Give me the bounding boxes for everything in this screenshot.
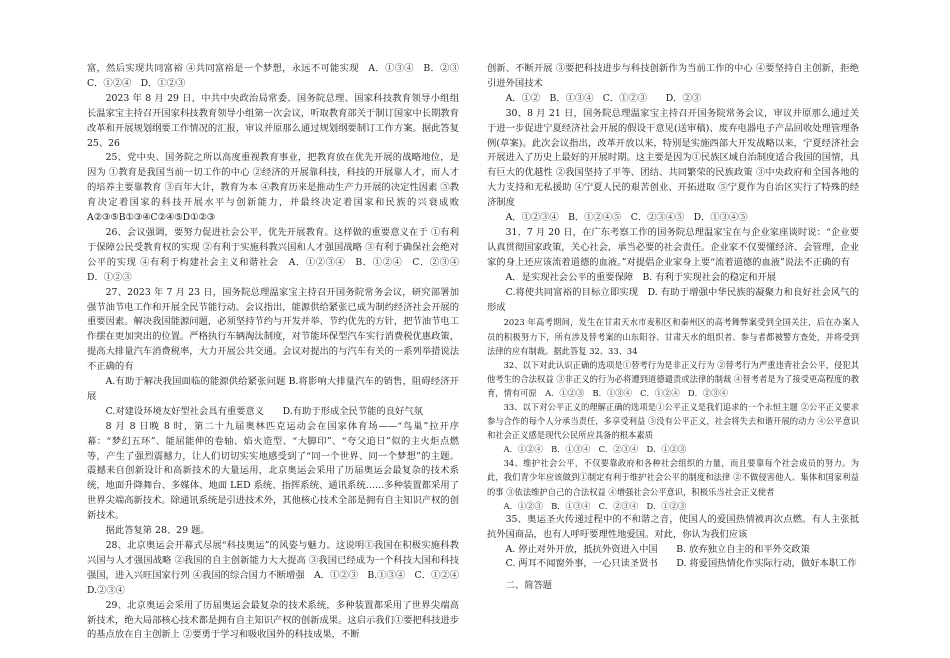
right-column	[487, 62, 859, 594]
paragraph: 30、8 月 21 日，国务院总理温家宝主持召开国务院常务会议，审议并原那么通过关于进一步促进宁夏经济社会开展的假设干意见(送审稿)、废弃电器电子产品回收处理管理条例(草案)。此次会议指出，改革开放以来，特别是实施西部大开发战略以来，宁夏经济社会开展进入了历史上最好的开展时期。这主要是因为①民族区域自治制度适合我国的国情，具有巨大的优越性 ②我国坚持了平等、团结、共同繁荣的民族政策 ③中央政府和全国各地的大力支持和无私援助 ④宁夏人民的艰苦创业、开拓进取 ⑤宁夏作为自治区实行了特殊的经济制度	[487, 107, 859, 209]
paragraph: 35、奥运圣火传递过程中的不和谐之音，使国人的爱国热情被再次点燃。有人主张抵抗外国商品，也有人呼吁要理性地爱国。对此，你认为我们应该	[487, 513, 859, 540]
paragraph: 2023 年高考期间，发生在甘肃天水市麦积区和秦州区的高考舞弊案受到全国关注，后在办案人员的积极努力下，所有涉及替考案的山东阳谷、甘肃天水的组织者、参与者都被警方查处，并将受到法律的应有制裁。据此答复 32、33、34	[487, 317, 859, 356]
answer-options: C.对建设环境友好型社会具有重要意义 D.有助于形成全民节能的良好气氛	[105, 405, 423, 417]
paragraph: 25、党中央、国务院之所以高度重视教育事业，把教育放在优先开展的战略地位，是因为 ①教育是我国当前一切工作的中心 ②经济的开展靠科技，科技的开展靠人才，而人才的培养主要靠教育 ③百年大计，教育为本 ④教育历来是推动生产力开展的决定性因素 ⑤教育决定着国家的科技开展水平与创新能力，并最终决定着国家和民族的兴衰成败 A②③⑤B①③④C②④⑤D①②③	[87, 152, 469, 224]
paragraph: 2023 年 8 月 29 日，中共中央政治局常委、国务院总理、国家科技教育领导小组组长温家宝主持召开国家科技教育领导小组第一次会议，听取教育部关于制订国家中长期教育改革和开展规划纲要工作情况的汇报，审议并原那么通过规划纲要制订工作方案。据此答复 25、26	[87, 92, 459, 149]
answer-options: A．①②④ B．①③④ C．②③④ D．①②③	[503, 444, 687, 455]
paragraph: 32、以下对此认识正确的选项是①替考行为是非正义行为 ②替考行为严重违背社会公平，侵犯其他考生的合法权益 ③非正义的行为必将遭到道德谴责或法律的制裁 ④替考者是为了接受更高程度的教育，情有可原 A．①②③ B．①③④ C．①②④ D．②③④	[487, 359, 859, 398]
section-heading: 二、简答题	[505, 580, 553, 592]
paragraph: 8 月 8 日晚 8 时，第二十九届奥林匹克运动会在国家体育场——“鸟巢”拉开序幕：“梦幻五环”、能屈能伸的卷轴、焰火造型、“大脚印”、“夸父追日”似的主火炬点燃等，产生了强烈震撼力，让人们切切实实地感受到了“同一个世界、同一个梦想”的主题。震撼来自创新设计和高新技术的大量运用，北京奥运会采用了历届奥运会最复杂的技术系统，地面升降舞台、多媒体、地面 LED 系统、指挥系统、通讯系统……多种装置都采用了世界尖端高新技术。除通讯系统是引进技术外，其他核心技术全部是拥有自主知识产权的创新技术。	[87, 420, 459, 522]
answer-options: A．①② B．①③④ C．①②③ D．②③	[505, 92, 702, 104]
answer-options: C.将使共同富裕的目标立即实现 D. 有助于增强中华民族的凝聚力和良好社会风气的形成	[487, 286, 859, 313]
paragraph: 26、会议强调，要努力促进社会公平，优先开展教育。这样做的重要意义在于 ①有利于保障公民受教育权的实现 ②有利于实施科教兴国和人才强国战略 ③有利于确保社会绝对公平的实现 ④有利于构建社会主义和谐社会 A．①②③④ B．①②④ C．②③④ D．①②③	[87, 226, 469, 283]
paragraph: 27、2023 年 7 月 23 日，国务院总理温家宝主持召开国务院常务会议，研究部署加强节油节电工作和开展全民节能行动。会议指出，能源供给紧张已成为制约经济社会开展的重要因素。解决我国能源问题，必须坚持节约与开发并举、节约优先的方针，把节油节电工作摆在更加突出的位置。严格执行车辆淘汰制度，对节能环保型汽车实行消费税优惠政策，提高大排量汽车消费税率，大力开展公共交通。会议对提出的与汽车有关的一系列举措说法不正确的有	[87, 286, 459, 373]
answer-options: A. 停止对外开放，抵抗外资进入中国 B. 放弃独立自主的和平外交政策	[505, 543, 810, 555]
paragraph: 34、维护社会公平，不仅要靠政府和各种社会组织的力量，而且要靠每个社会成员的努力。为此，我们青少年应该做到①制定有利于维护社会公平的制度和法律 ②不做侵害他人、集体和国家利益的事 ③依法维护自己的合法权益 ④增强社会公平意识，积极乐当社会正义使者	[487, 458, 859, 497]
paragraph: 28、北京奥运会开幕式尽展“科技奥运”的风姿与魅力。这说明①我国在积极实施科教兴国与人才强国战略 ②我国的自主创新能力大大提高 ③我国已经成为一个科技大国和科技强国，进入兴旺国家行列 ④我国的综合国力不断增强 A．①②③ B.①③④ C．①②④ D.②③④	[87, 540, 469, 596]
paragraph: 33、以下对公平正义的理解正确的选项是①公平正义是我们追求的一个永恒主题 ②公平正义要求参与合作的每个人分承当责任，多享受利益 ③没有公平正义，社会将失去和谐开展的动力 ④公平意识和社会正义感是现代公民所应具备的根本素质	[487, 401, 859, 441]
left-column	[87, 62, 469, 643]
answer-options: A.有助于解决我国面临的能源供给紧张问题 B.将影响大排量汽车的销售，阻碍经济开展	[87, 376, 459, 402]
answer-options: A．①②③ B．①③④ C．②③④ D．①②③	[503, 500, 687, 511]
answer-options: C. 两耳不闻窗外事，一心只读圣贤书 D. 将爱国热情化作实际行动，做好本职工作	[505, 558, 857, 570]
paragraph: 据此答复第 28、29 题。	[105, 525, 210, 537]
paragraph: 31、7 月 20 日，在广东考察工作的国务院总理温家宝在与企业家座谈时说：“企业要认真贯彻国家政策，关心社会，承当必要的社会责任。企业家不仅要懂经济、会管理，企业家的身上还应该流着道德的血液。”对提倡企业家身上要“流着道德的血液”说法不正确的有	[487, 226, 859, 268]
paragraph: 创新、不断开展 ③要把科技进步与科技创新作为当前工作的中心 ④要坚持自主创新，拒绝引进外国技术	[487, 63, 859, 89]
paragraph: 富，然后实现共同富裕 ④共同富裕是一个梦想，永远不可能实现 A．①③④ B．②③ C．①②④ D．①②③	[87, 63, 469, 89]
answer-options: A．①②③④ B．①②④⑤ C．②③④⑤ D．①③④⑤	[505, 212, 748, 224]
answer-options: A．是实现社会公平的重要保障 B. 有利于实现社会的稳定和开展	[505, 271, 777, 283]
paragraph: 29、北京奥运会采用了历届奥运会最复杂的技术系统，多种装置都采用了世界尖端高新技术，绝大局部核心技术都是拥有自主知识产权的创新成果。这启示我们①要把科技进步的基点放在自主创新上 ②要勇于学习和吸收国外的科技成果，不断	[87, 599, 459, 641]
